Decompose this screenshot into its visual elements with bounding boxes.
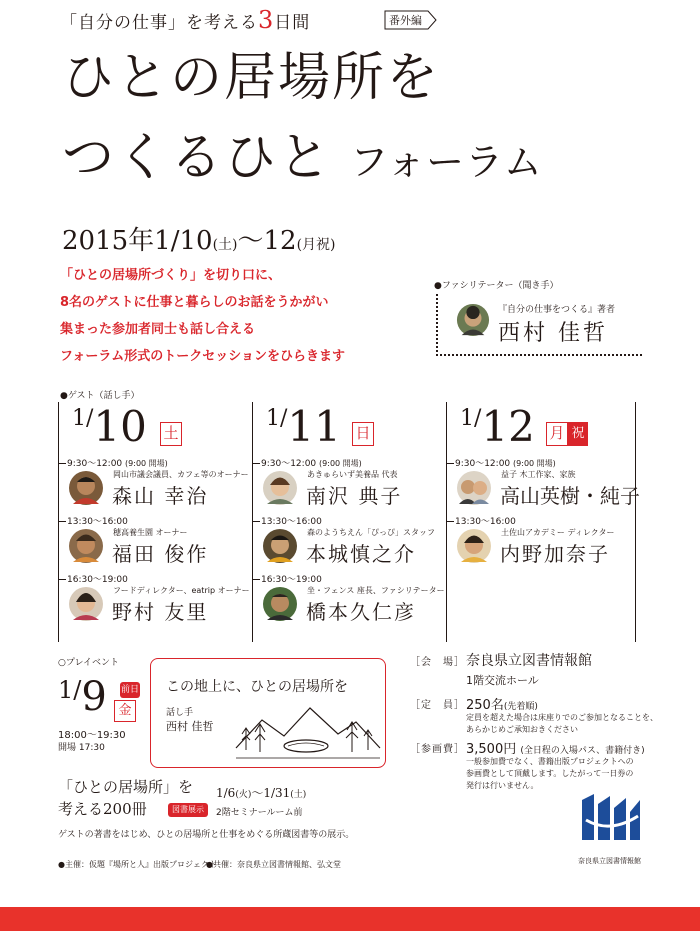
session-slot: [58, 572, 248, 630]
session-slot: [252, 456, 442, 514]
series-tag-label: 番外編: [389, 14, 422, 27]
guest-name: 森山 幸治: [112, 484, 209, 508]
fee-value: 3,500円 (全日程の入場パス、書籍付き): [466, 742, 645, 757]
session-slot: [252, 514, 442, 572]
facilitator-role: 『自分の仕事をつくる』著者: [498, 305, 616, 315]
guest-role: フードディレクター、eatrip オーナー: [113, 586, 250, 595]
session-time: 9:30〜12:00 (9:00 開場): [67, 459, 168, 469]
venue-key: ［会 場］: [410, 657, 465, 668]
fee-desc: 一般参加費でなく、書籍出版プロジェクトへの 参画費として頂戴します。したがって一日券の 発行は行いません。: [466, 757, 634, 790]
intro-line: フォーラム形式のトークセッションをひらきます: [60, 349, 345, 364]
title-forum: フォーラム: [350, 140, 543, 184]
weekday-badge: 土: [160, 422, 182, 446]
guest-name: 福田 俊作: [112, 542, 209, 566]
session-slot: [446, 514, 636, 572]
intro-line: 8名のゲストに仕事と暮らしのお話をうかがい: [60, 295, 329, 310]
pre-event-label: ○プレイベント: [58, 658, 120, 668]
session-slot: [58, 514, 248, 572]
day-date: 1/11: [266, 402, 341, 451]
capacity-desc: 定員を超えた場合は床座りでのご参加となることを、 あらかじめご承知おきください: [466, 713, 658, 734]
series-tag: [384, 10, 438, 30]
book-exhibit-desc: ゲストの著書をはじめ、ひとの居場所と仕事をめぐる所蔵図書等の展示。: [58, 830, 355, 840]
guest-name: 橋本久仁彦: [306, 600, 416, 624]
main-title-line1: ひとの居場所を: [62, 48, 441, 108]
day-column-1-10: [58, 402, 248, 642]
book-exhibit-title: 「ひとの居場所」を 考える200冊: [58, 778, 194, 818]
session-time: 9:30〜12:00 (9:00 開場): [261, 459, 362, 469]
holiday-badge: 祝: [568, 422, 588, 446]
intro-text: [60, 262, 440, 370]
pre-event-speaker: 西村 佳哲: [166, 720, 214, 733]
library-logo-icon: [580, 790, 642, 844]
session-time: 13:30〜16:00: [455, 517, 516, 527]
series-title: 「自分の仕事」を考える3日間: [60, 6, 311, 34]
guest-photo: [456, 528, 492, 564]
capacity-key: ［定 員］: [410, 700, 465, 711]
pre-event-title: この地上に、ひとの居場所を: [166, 679, 348, 695]
guest-role: 益子 木工作家、家族: [501, 470, 576, 479]
main-title-line2: つくるひと フォーラム: [62, 128, 543, 188]
venue-room: 1階交流ホール: [466, 674, 539, 687]
guest-role: 穂高養生園 オーナー: [113, 528, 188, 537]
pre-event-date: 1/9: [58, 674, 107, 720]
session-slot: [58, 456, 248, 514]
day-date: 1/10: [72, 402, 147, 451]
intro-line: 集まった参加者同士も話し合える: [60, 322, 256, 337]
guest-name: 本城慎之介: [306, 542, 416, 566]
session-slot: [252, 572, 445, 630]
session-time: 16:30〜19:00: [261, 575, 322, 585]
day-date: 1/12: [460, 402, 535, 451]
guest-role: あきゅらいず美養品 代表: [307, 470, 398, 479]
pre-event-weekday: 金: [114, 700, 136, 722]
guest-label: ●ゲスト（話し手）: [60, 391, 140, 401]
capacity-value: 250名(先着順): [466, 698, 538, 713]
guest-photo: [68, 586, 104, 622]
day-column-1-11: [252, 402, 445, 642]
guest-role: 土佐山アカデミー ディレクター: [501, 528, 615, 537]
guest-role: 岡山市議会議員、カフェ等のオーナー: [113, 470, 249, 479]
facilitator-photo: [456, 303, 490, 337]
guest-photo: [68, 528, 104, 564]
facilitator-label: ●ファシリテーター（聞き手）: [434, 281, 559, 291]
session-time: 13:30〜16:00: [261, 517, 322, 527]
facilitator-name: 西村 佳哲: [498, 321, 608, 346]
pre-event-badge: 前日: [120, 682, 140, 698]
guest-name: 南沢 典子: [306, 484, 403, 508]
library-logo-text: 奈良県立図書情報館: [578, 857, 641, 865]
weekday-badge: 月: [546, 422, 568, 446]
session-time: 9:30〜12:00 (9:00 開場): [455, 459, 556, 469]
guest-photo: [262, 586, 298, 622]
footer-bar: [0, 907, 700, 931]
landscape-illustration: [232, 700, 384, 764]
guest-name: 野村 友里: [112, 600, 209, 624]
guest-name: 高山英樹・純子: [500, 484, 640, 508]
organizer-co: ●共催：奈良県立図書情報館、弘文堂: [206, 860, 341, 869]
weekday-badge: 日: [352, 422, 374, 446]
event-dates: 2015年1/10(土)〜12(月祝): [62, 226, 336, 256]
guest-photo: [262, 528, 298, 564]
book-exhibit-dates: 1/6(火)〜1/31(土): [216, 786, 307, 800]
book-exhibit-place: 2階セミナールーム前: [216, 808, 303, 818]
guest-photo: [68, 470, 104, 506]
pre-event-time: 18:00〜19:30: [58, 730, 126, 741]
day-column-1-12: [446, 402, 640, 642]
organizer-main: ●主催：仮題『場所と人』出版プロジェクト: [58, 860, 217, 869]
intro-line: 「ひとの居場所づくり」を切り口に、: [60, 268, 282, 283]
fee-key: ［参画費］: [410, 744, 465, 755]
guest-photo: [456, 470, 492, 506]
session-time: 16:30〜19:00: [67, 575, 128, 585]
session-slot: [446, 456, 640, 514]
venue-name: 奈良県立図書情報館: [466, 653, 592, 669]
guest-role: 森のようちえん「ぴっぴ」スタッフ: [307, 528, 435, 537]
guest-role: 坐・フェンス 座長、ファシリテーター: [307, 586, 445, 595]
pre-event-open: 開場 17:30: [58, 743, 105, 753]
session-time: 13:30〜16:00: [67, 517, 128, 527]
book-exhibit-tag: 図書展示: [168, 803, 208, 817]
guest-name: 内野加奈子: [500, 542, 610, 566]
pre-event-speaker-role: 話し手: [166, 708, 194, 718]
guest-photo: [262, 470, 298, 506]
